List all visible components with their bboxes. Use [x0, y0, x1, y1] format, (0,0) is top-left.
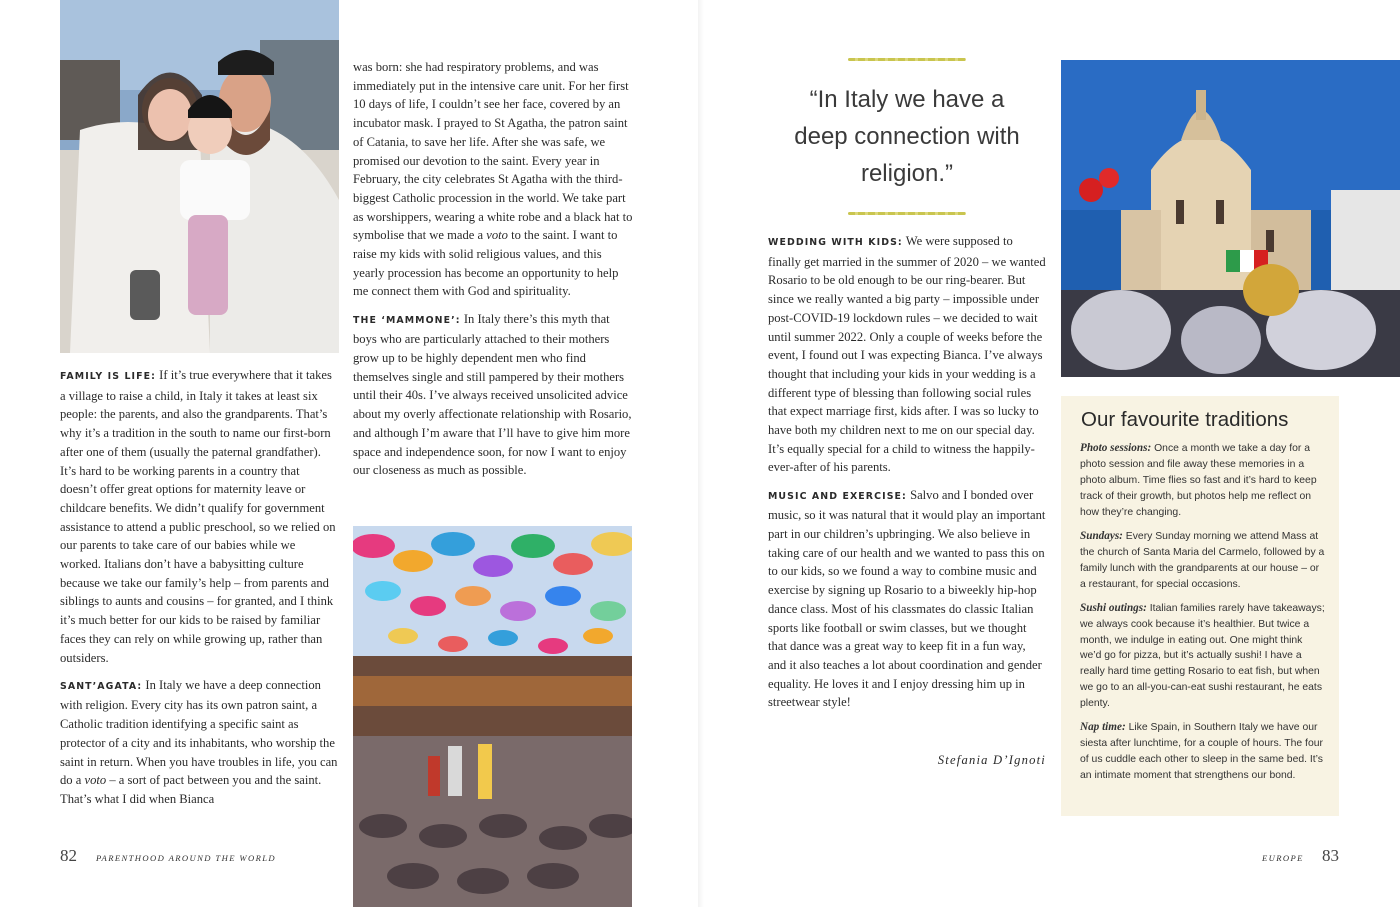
mammone-lead: THE ‘MAMMONE’: [353, 314, 461, 326]
pull-quote-text: “In Italy we have a deep connection with religion.” [794, 86, 1020, 187]
umbrella-street-photo [353, 526, 632, 907]
right-page-number: 83 [1322, 846, 1339, 865]
left-column-1 [60, 366, 338, 817]
sidebar-item-sushi-outings: Sushi outings: Italian families rarely have takeaways; we always cook because it’s healthier. But twice a month, we indulge in eating out. One might think we’d go for pizza, but it’s actually sushi! I have a really hard time getting Rosario to eat fish, but when we go to an all-you-can-eat sushi restaurant, he eats plenty. [1080, 601, 1325, 710]
sant-agata-paragraph: SANT’AGATA: In Italy we have a deep connection with religion. Every city has its own patron saint, a Catholic tradition identifying a specific saint as protector of a city and its inhabitants, who worship the saint in return. When you have troubles in life, you can do a voto – a sort of pact between you and the saint. That’s what I did when Bianca [60, 677, 338, 806]
author-byline: Stefania D’Ignoti [937, 753, 1046, 767]
music-lead: MUSIC AND EXERCISE: [768, 490, 907, 502]
mammone-paragraph: THE ‘MAMMONE’: In Italy there’s this myth that boys who are particularly attached to their mothers grow up to be highly dependent men who find themselves single and still pampered by their mothers until their 40s. I’ve always received unsolicited advice about my overly affectionate relationship with Rosario, and although I’m aware that I’ll have to give him more space and independence soon, for now I want to enjoy our closeness as much as possible. [353, 311, 632, 478]
family-is-life-lead: FAMILY IS LIFE: [60, 371, 156, 382]
right-running-head: EUROPE [1262, 853, 1304, 863]
family-photo [60, 0, 339, 353]
procession-photo [1061, 60, 1400, 377]
sidebar-title: Our favourite traditions [1081, 408, 1289, 431]
sidebar-item-nap-time: Nap time: Like Spain, in Southern Italy we have our siesta after lunchtime, for a couple of hours. The four of us cuddle each other to sleep in the same bed. It’s an intimate moment that strengthens our bond. [1080, 721, 1323, 782]
wedding-paragraph: WEDDING WITH KIDS: We were supposed to finally get married in the summer of 2020 – we wanted Rosario to be old enough to be our ring-bearer. But since we really wanted a big party – impossible under post-COVID-19 lockdown rules – we decided to wait until summer 2022. Only a couple of weeks before the event, I found out I was expecting Bianca. I’ve always thought that including your kids in your wedding is a different type of blessing than following social rules that expect marriage first, kids after. I was so lucky to have both my children next to me on our special day. It’s equally special for a child to witness the happily-ever-after of his parents. [768, 234, 1046, 475]
music-paragraph: MUSIC AND EXERCISE: Salvo and I bonded over music, so it was natural that it would play an important part in our children’s upbringing. We also believe in taking care of our health and we wanted to pass this on to our kids, so we found a way to combine music and exercise by signing up Rosario to a biweekly hip-hop dance class. Most of his classmates do classic Italian sports like football or swim classes, but we thought that dance was a great way to keep fit in a fun way, and it also teaches a lot about coordination and gender equality. He loves it and I enjoy dressing him up in streetwear style! [768, 487, 1046, 710]
left-running-head: PARENTHOOD AROUND THE WORLD [96, 853, 276, 863]
pull-quote [790, 58, 1024, 215]
right-column-1 [768, 232, 1046, 721]
spine-shadow [698, 0, 704, 907]
pull-quote-rule-bottom [848, 212, 966, 215]
sant-agata-lead: SANT’AGATA: [60, 680, 143, 692]
sidebar-item-photo-sessions: Photo sessions: Once a month we take a day for a photo session and file away these memories in a photo album. Time flies so fast and it’s hard to keep track of their growth, but photos help me reflect on how they’re changing. [1080, 442, 1317, 518]
continuation-paragraph: was born: she had respiratory problems, and was immediately put in the intensive care unit. For her first 10 days of life, I couldn’t see her face, covered by an incubator mask. I prayed to St Agatha, the patron saint of Catania, to save her life. After she was safe, we promised our devotion to the saint. Every year in February, the city celebrates St Agatha with the third-biggest Catholic procession in the world. We take part as worshippers, wearing a white robe and a black hat to symbolise that we made a voto to the saint. I want to raise my kids with solid religious values, and this yearly procession has become an opportunity to help me connect them with God and spirituality. [353, 60, 633, 299]
traditions-sidebar [1061, 396, 1339, 816]
left-column-2 [353, 58, 633, 488]
sidebar-body [1080, 441, 1325, 792]
family-is-life-paragraph: FAMILY IS LIFE: If it’s true everywhere that it takes a village to raise a child, in Italy it takes at least six people: the parents, and also the grandparents. That’s why it’s a tradition in the south to name our first-born after one of them (usually the paternal grandfather). It’s hard to be working parents in a country that doesn’t offer great options for maternity leave or childcare benefits. We didn’t qualify for government assistance to attend a public preschool, so we relied on our parents to take care of our babies while we worked. Italians don’t have a babysitting culture because we take our family’s help – from parents and siblings to aunts and cousins – for granted, and I think it’s much better for our kids to be raised by familiar faces they can rely on while growing up, rather than outsiders. [60, 368, 336, 665]
left-page-number: 82 [60, 846, 77, 865]
wedding-lead: WEDDING WITH KIDS: [768, 237, 903, 248]
sidebar-item-sundays: Sundays: Every Sunday morning we attend Mass at the church of Santa Maria del Carmelo, followed by a family lunch with the grandparents at our house – or a restaurant, for special occasions. [1080, 529, 1325, 590]
